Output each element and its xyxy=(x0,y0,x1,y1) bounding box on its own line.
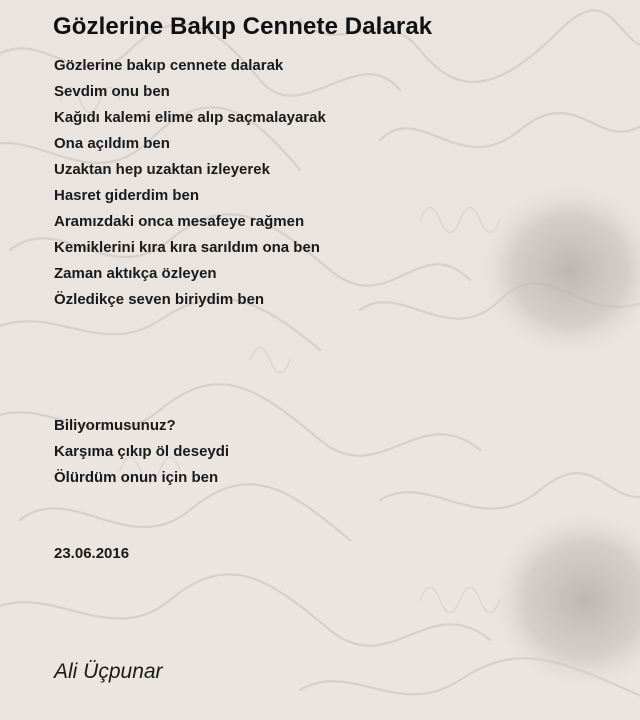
poem-stanza-2 xyxy=(54,413,229,491)
verse-line: Gözlerine bakıp cennete dalarak xyxy=(54,57,284,74)
verse-line: Ona açıldım ben xyxy=(54,135,170,152)
poem-author: Ali Üçpunar xyxy=(54,660,163,683)
verse-line: Zaman aktıkça özleyen xyxy=(54,265,217,282)
poem-title: Gözlerine Bakıp Cennete Dalarak xyxy=(53,13,433,40)
poem-date: 23.06.2016 xyxy=(54,545,130,562)
verse-line: Uzaktan hep uzaktan izleyerek xyxy=(54,161,270,178)
verse-line: Karşıma çıkıp öl deseydi xyxy=(54,443,230,460)
verse-line: Özledikçe seven biriydim ben xyxy=(54,291,265,308)
verse-line: Kağıdı kalemi elime alıp saçmalayarak xyxy=(54,109,326,126)
poem-stanza-1 xyxy=(54,53,326,313)
verse-line: Biliyormusunuz? xyxy=(54,417,176,434)
verse-line: Sevdim onu ben xyxy=(54,83,170,100)
verse-line: Hasret giderdim ben xyxy=(54,187,200,204)
verse-line: Aramızdaki onca mesafeye rağmen xyxy=(54,213,305,230)
verse-line: Ölürdüm onun için ben xyxy=(54,469,219,486)
verse-line: Kemiklerini kıra kıra sarıldım ona ben xyxy=(54,239,320,256)
